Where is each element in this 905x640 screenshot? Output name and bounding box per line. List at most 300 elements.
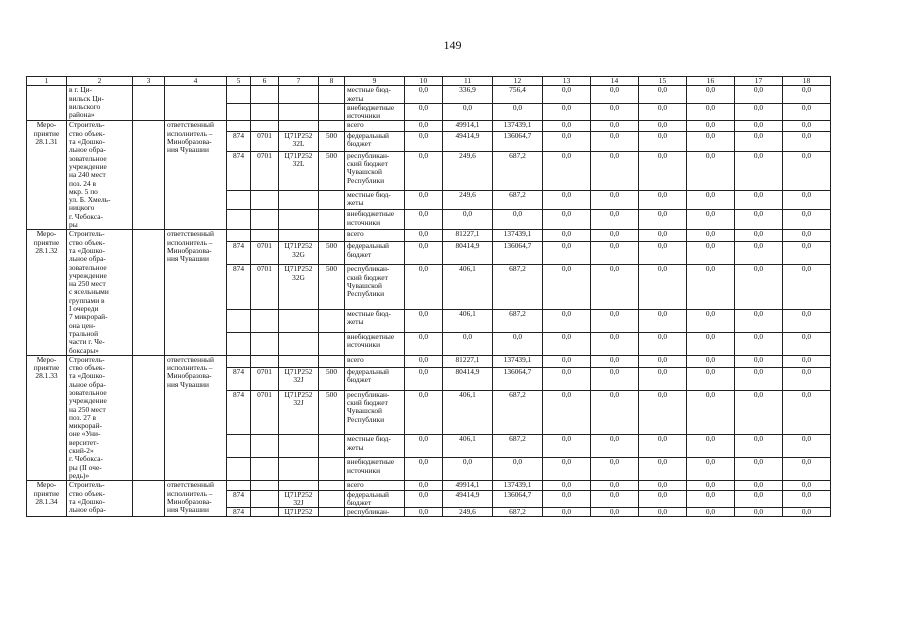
value-cell: 49914,1 bbox=[443, 481, 493, 490]
value-cell: 0,0 bbox=[543, 490, 591, 508]
value-cell: 249,6 bbox=[443, 151, 493, 190]
value-cell: 0,0 bbox=[591, 86, 639, 104]
executor-cell: ответственный исполнитель – Минобразова- ния Чувашии bbox=[165, 121, 227, 230]
column-number: 14 bbox=[591, 77, 639, 86]
funding-source-cell: местные бюд- жеты bbox=[345, 435, 405, 458]
grbs-cell: 874 bbox=[227, 242, 251, 265]
empty-cell bbox=[133, 355, 165, 480]
column-number: 10 bbox=[405, 77, 443, 86]
expense-type-cell bbox=[319, 210, 345, 230]
value-cell: 0,0 bbox=[405, 390, 443, 435]
grbs-cell bbox=[227, 309, 251, 332]
funding-source-cell: внебюджетные источники bbox=[345, 103, 405, 121]
section-cell: 0701 bbox=[251, 390, 279, 435]
value-cell: 0,0 bbox=[687, 390, 735, 435]
target-article-cell bbox=[279, 190, 319, 210]
value-cell: 0,0 bbox=[591, 265, 639, 310]
value-cell: 0,0 bbox=[687, 367, 735, 390]
value-cell: 0,0 bbox=[783, 355, 831, 367]
grbs-cell bbox=[227, 190, 251, 210]
column-number: 12 bbox=[493, 77, 543, 86]
value-cell: 0,0 bbox=[783, 210, 831, 230]
value-cell: 0,0 bbox=[591, 131, 639, 151]
expense-type-cell: 500 bbox=[319, 265, 345, 310]
funding-source-cell: всего bbox=[345, 355, 405, 367]
funding-source-cell: федеральный бюджет bbox=[345, 490, 405, 508]
value-cell: 0,0 bbox=[543, 131, 591, 151]
measure-id-cell: Меро- приятие 28.1.32 bbox=[27, 230, 67, 355]
value-cell: 0,0 bbox=[783, 103, 831, 121]
column-number: 3 bbox=[133, 77, 165, 86]
value-cell: 0,0 bbox=[735, 508, 783, 517]
value-cell: 0,0 bbox=[443, 458, 493, 481]
column-number: 6 bbox=[251, 77, 279, 86]
value-cell: 136064,7 bbox=[493, 490, 543, 508]
value-cell: 687,2 bbox=[493, 508, 543, 517]
funding-source-cell: федеральный бюджет bbox=[345, 367, 405, 390]
value-cell: 49414,9 bbox=[443, 131, 493, 151]
value-cell: 0,0 bbox=[735, 190, 783, 210]
value-cell: 0,0 bbox=[687, 151, 735, 190]
value-cell: 0,0 bbox=[405, 435, 443, 458]
funding-source-cell: внебюджетные источники bbox=[345, 210, 405, 230]
value-cell: 249,6 bbox=[443, 508, 493, 517]
value-cell: 0,0 bbox=[639, 242, 687, 265]
value-cell: 0,0 bbox=[783, 481, 831, 490]
value-cell: 0,0 bbox=[783, 309, 831, 332]
funding-source-cell: местные бюд- жеты bbox=[345, 309, 405, 332]
grbs-cell: 874 bbox=[227, 151, 251, 190]
expense-type-cell bbox=[319, 458, 345, 481]
target-article-cell bbox=[279, 121, 319, 132]
expense-type-cell: 500 bbox=[319, 151, 345, 190]
funding-source-cell: внебюджетные источники bbox=[345, 332, 405, 355]
value-cell: 0,0 bbox=[543, 435, 591, 458]
column-number: 9 bbox=[345, 77, 405, 86]
value-cell: 0,0 bbox=[405, 230, 443, 242]
column-number: 8 bbox=[319, 77, 345, 86]
table-row bbox=[27, 121, 831, 132]
value-cell: 0,0 bbox=[639, 151, 687, 190]
executor-cell: ответственный исполнитель – Минобразова- ния Чувашии bbox=[165, 230, 227, 355]
value-cell: 136064,7 bbox=[493, 367, 543, 390]
target-article-cell: Ц71Р252 32G bbox=[279, 265, 319, 310]
value-cell: 0,0 bbox=[405, 242, 443, 265]
section-cell: 0701 bbox=[251, 151, 279, 190]
value-cell: 80414,9 bbox=[443, 367, 493, 390]
value-cell: 0,0 bbox=[783, 458, 831, 481]
value-cell: 0,0 bbox=[543, 481, 591, 490]
value-cell: 0,0 bbox=[639, 86, 687, 104]
value-cell: 0,0 bbox=[591, 355, 639, 367]
value-cell: 49914,1 bbox=[443, 121, 493, 132]
value-cell: 0,0 bbox=[405, 265, 443, 310]
value-cell: 137439,1 bbox=[493, 355, 543, 367]
target-article-cell: Ц71Р252 32J bbox=[279, 390, 319, 435]
measure-description-cell: в г. Ци- вильск Ци- вильского района» bbox=[67, 86, 133, 121]
column-number-row bbox=[27, 77, 831, 86]
value-cell: 0,0 bbox=[687, 355, 735, 367]
value-cell: 0,0 bbox=[591, 230, 639, 242]
funding-source-cell: местные бюд- жеты bbox=[345, 190, 405, 210]
value-cell: 0,0 bbox=[687, 121, 735, 132]
value-cell: 0,0 bbox=[543, 121, 591, 132]
value-cell: 406,1 bbox=[443, 265, 493, 310]
value-cell: 0,0 bbox=[543, 367, 591, 390]
value-cell: 0,0 bbox=[405, 103, 443, 121]
expense-type-cell: 500 bbox=[319, 242, 345, 265]
section-cell bbox=[251, 121, 279, 132]
value-cell: 0,0 bbox=[639, 490, 687, 508]
value-cell: 0,0 bbox=[639, 367, 687, 390]
value-cell: 0,0 bbox=[735, 390, 783, 435]
value-cell: 0,0 bbox=[493, 332, 543, 355]
measure-description-cell: Строитель- ство объек- та «Дошко- льное обра- зовательное учреждение на 240 мест поз. 24 в мкр. 5 по ул. Б. Хмель- ницкого г. Чебокса- ры bbox=[67, 121, 133, 230]
value-cell: 0,0 bbox=[543, 86, 591, 104]
funding-source-cell: федеральный бюджет bbox=[345, 242, 405, 265]
value-cell: 137439,1 bbox=[493, 230, 543, 242]
value-cell: 0,0 bbox=[591, 490, 639, 508]
value-cell: 0,0 bbox=[405, 367, 443, 390]
section-cell bbox=[251, 355, 279, 367]
target-article-cell bbox=[279, 86, 319, 104]
value-cell: 0,0 bbox=[687, 458, 735, 481]
value-cell: 0,0 bbox=[735, 86, 783, 104]
value-cell: 687,2 bbox=[493, 435, 543, 458]
measure-id-cell: Меро- приятие 28.1.31 bbox=[27, 121, 67, 230]
column-number: 13 bbox=[543, 77, 591, 86]
value-cell: 0,0 bbox=[493, 103, 543, 121]
expense-type-cell bbox=[319, 435, 345, 458]
value-cell: 0,0 bbox=[783, 265, 831, 310]
executor-cell: ответственный исполнитель – Минобразова- ния Чувашии bbox=[165, 355, 227, 480]
value-cell: 0,0 bbox=[639, 309, 687, 332]
section-cell: 0701 bbox=[251, 367, 279, 390]
value-cell: 0,0 bbox=[443, 103, 493, 121]
executor-cell bbox=[165, 86, 227, 121]
value-cell: 0,0 bbox=[543, 390, 591, 435]
value-cell: 336,9 bbox=[443, 86, 493, 104]
value-cell: 0,0 bbox=[639, 103, 687, 121]
value-cell: 0,0 bbox=[735, 458, 783, 481]
value-cell: 0,0 bbox=[405, 355, 443, 367]
section-cell bbox=[251, 190, 279, 210]
expense-type-cell bbox=[319, 230, 345, 242]
value-cell: 0,0 bbox=[783, 367, 831, 390]
value-cell: 0,0 bbox=[735, 242, 783, 265]
measure-description-cell: Строитель- ство объек- та «Дошко- льное обра- зовательное учреждение на 250 мест с ясельными группами в I очереди 7 микрорай- она цен- тральной части г. Че- боксары» bbox=[67, 230, 133, 355]
table-row bbox=[27, 355, 831, 367]
value-cell: 0,0 bbox=[543, 309, 591, 332]
value-cell: 0,0 bbox=[639, 265, 687, 310]
expense-type-cell bbox=[319, 481, 345, 490]
target-article-cell bbox=[279, 309, 319, 332]
funding-source-cell: всего bbox=[345, 121, 405, 132]
grbs-cell bbox=[227, 121, 251, 132]
column-number: 15 bbox=[639, 77, 687, 86]
value-cell: 0,0 bbox=[405, 131, 443, 151]
value-cell: 687,2 bbox=[493, 151, 543, 190]
measure-id-cell bbox=[27, 86, 67, 121]
value-cell: 0,0 bbox=[735, 355, 783, 367]
value-cell: 0,0 bbox=[783, 121, 831, 132]
empty-cell bbox=[133, 230, 165, 355]
value-cell: 0,0 bbox=[687, 508, 735, 517]
value-cell: 0,0 bbox=[735, 121, 783, 132]
value-cell: 0,0 bbox=[591, 121, 639, 132]
funding-source-cell: всего bbox=[345, 481, 405, 490]
value-cell: 687,2 bbox=[493, 190, 543, 210]
value-cell: 0,0 bbox=[783, 190, 831, 210]
section-cell bbox=[251, 309, 279, 332]
value-cell: 0,0 bbox=[639, 355, 687, 367]
target-article-cell bbox=[279, 435, 319, 458]
expense-type-cell: 500 bbox=[319, 131, 345, 151]
value-cell: 0,0 bbox=[687, 265, 735, 310]
target-article-cell: Ц71Р252 32L bbox=[279, 131, 319, 151]
measure-id-cell: Меро- приятие 28.1.34 bbox=[27, 481, 67, 517]
value-cell: 0,0 bbox=[591, 103, 639, 121]
value-cell: 0,0 bbox=[639, 190, 687, 210]
section-cell bbox=[251, 490, 279, 508]
value-cell: 0,0 bbox=[639, 230, 687, 242]
value-cell: 0,0 bbox=[735, 490, 783, 508]
value-cell: 406,1 bbox=[443, 309, 493, 332]
section-cell bbox=[251, 458, 279, 481]
column-number: 11 bbox=[443, 77, 493, 86]
value-cell: 0,0 bbox=[543, 332, 591, 355]
value-cell: 0,0 bbox=[405, 332, 443, 355]
value-cell: 756,4 bbox=[493, 86, 543, 104]
value-cell: 0,0 bbox=[405, 121, 443, 132]
value-cell: 0,0 bbox=[591, 151, 639, 190]
value-cell: 0,0 bbox=[639, 435, 687, 458]
value-cell: 0,0 bbox=[405, 458, 443, 481]
value-cell: 0,0 bbox=[735, 210, 783, 230]
value-cell: 687,2 bbox=[493, 390, 543, 435]
value-cell: 0,0 bbox=[543, 103, 591, 121]
table-row bbox=[27, 481, 831, 490]
value-cell: 0,0 bbox=[543, 458, 591, 481]
value-cell: 0,0 bbox=[591, 508, 639, 517]
empty-cell bbox=[133, 121, 165, 230]
value-cell: 0,0 bbox=[687, 490, 735, 508]
value-cell: 0,0 bbox=[783, 151, 831, 190]
value-cell: 80414,9 bbox=[443, 242, 493, 265]
value-cell: 0,0 bbox=[591, 309, 639, 332]
value-cell: 0,0 bbox=[639, 121, 687, 132]
column-number: 1 bbox=[27, 77, 67, 86]
value-cell: 0,0 bbox=[783, 390, 831, 435]
target-article-cell bbox=[279, 230, 319, 242]
target-article-cell: Ц71Р252 32J bbox=[279, 490, 319, 508]
value-cell: 0,0 bbox=[639, 390, 687, 435]
target-article-cell bbox=[279, 332, 319, 355]
value-cell: 0,0 bbox=[687, 210, 735, 230]
value-cell: 0,0 bbox=[639, 458, 687, 481]
value-cell: 0,0 bbox=[543, 508, 591, 517]
table-row bbox=[27, 230, 831, 242]
section-cell bbox=[251, 508, 279, 517]
value-cell: 81227,1 bbox=[443, 230, 493, 242]
value-cell: 0,0 bbox=[405, 490, 443, 508]
value-cell: 0,0 bbox=[405, 309, 443, 332]
value-cell: 0,0 bbox=[687, 309, 735, 332]
grbs-cell: 874 bbox=[227, 131, 251, 151]
value-cell: 0,0 bbox=[543, 230, 591, 242]
measure-description-cell: Строитель- ство объек- та «Дошко- льное обра- зовательное учреждение на 250 мест поз. 27 в микрорай- оне «Уни- верситет- ский-2» г. Чебокса- ры (II оче- редь)» bbox=[67, 355, 133, 480]
value-cell: 81227,1 bbox=[443, 355, 493, 367]
grbs-cell bbox=[227, 481, 251, 490]
expense-type-cell bbox=[319, 490, 345, 508]
value-cell: 0,0 bbox=[735, 481, 783, 490]
grbs-cell: 874 bbox=[227, 490, 251, 508]
grbs-cell: 874 bbox=[227, 508, 251, 517]
funding-source-cell: всего bbox=[345, 230, 405, 242]
value-cell: 0,0 bbox=[735, 435, 783, 458]
section-cell bbox=[251, 481, 279, 490]
column-number: 18 bbox=[783, 77, 831, 86]
value-cell: 0,0 bbox=[783, 131, 831, 151]
section-cell: 0701 bbox=[251, 265, 279, 310]
value-cell: 136064,7 bbox=[493, 242, 543, 265]
executor-cell: ответственный исполнитель – Минобразова- ния Чувашии bbox=[165, 481, 227, 517]
value-cell: 0,0 bbox=[405, 481, 443, 490]
value-cell: 49414,9 bbox=[443, 490, 493, 508]
target-article-cell bbox=[279, 481, 319, 490]
grbs-cell bbox=[227, 103, 251, 121]
value-cell: 406,1 bbox=[443, 390, 493, 435]
value-cell: 0,0 bbox=[405, 190, 443, 210]
value-cell: 0,0 bbox=[543, 151, 591, 190]
funding-source-cell: федеральный бюджет bbox=[345, 131, 405, 151]
value-cell: 0,0 bbox=[735, 265, 783, 310]
value-cell: 0,0 bbox=[591, 210, 639, 230]
value-cell: 0,0 bbox=[687, 242, 735, 265]
value-cell: 0,0 bbox=[543, 210, 591, 230]
value-cell: 687,2 bbox=[493, 265, 543, 310]
value-cell: 136064,7 bbox=[493, 131, 543, 151]
measure-description-cell: Строитель- ство объек- та «Дошко- льное обра- bbox=[67, 481, 133, 517]
expense-type-cell bbox=[319, 86, 345, 104]
funding-source-cell: местные бюд- жеты bbox=[345, 86, 405, 104]
value-cell: 0,0 bbox=[687, 190, 735, 210]
section-cell bbox=[251, 86, 279, 104]
expense-type-cell bbox=[319, 355, 345, 367]
value-cell: 0,0 bbox=[543, 190, 591, 210]
target-article-cell: Ц71Р252 32L bbox=[279, 151, 319, 190]
value-cell: 0,0 bbox=[783, 508, 831, 517]
value-cell: 0,0 bbox=[493, 458, 543, 481]
value-cell: 0,0 bbox=[783, 242, 831, 265]
value-cell: 0,0 bbox=[639, 131, 687, 151]
grbs-cell bbox=[227, 210, 251, 230]
grbs-cell bbox=[227, 435, 251, 458]
expense-type-cell bbox=[319, 508, 345, 517]
value-cell: 0,0 bbox=[405, 86, 443, 104]
value-cell: 249,6 bbox=[443, 190, 493, 210]
target-article-cell: Ц71Р252 bbox=[279, 508, 319, 517]
value-cell: 0,0 bbox=[639, 481, 687, 490]
value-cell: 0,0 bbox=[687, 103, 735, 121]
grbs-cell: 874 bbox=[227, 265, 251, 310]
value-cell: 0,0 bbox=[591, 390, 639, 435]
value-cell: 0,0 bbox=[591, 367, 639, 390]
target-article-cell: Ц71Р252 32J bbox=[279, 367, 319, 390]
value-cell: 0,0 bbox=[783, 332, 831, 355]
expense-type-cell bbox=[319, 121, 345, 132]
value-cell: 0,0 bbox=[735, 332, 783, 355]
value-cell: 0,0 bbox=[543, 242, 591, 265]
target-article-cell bbox=[279, 355, 319, 367]
expense-type-cell bbox=[319, 309, 345, 332]
value-cell: 0,0 bbox=[735, 367, 783, 390]
target-article-cell bbox=[279, 210, 319, 230]
value-cell: 0,0 bbox=[735, 103, 783, 121]
value-cell: 0,0 bbox=[783, 435, 831, 458]
column-number: 7 bbox=[279, 77, 319, 86]
section-cell: 0701 bbox=[251, 131, 279, 151]
value-cell: 0,0 bbox=[443, 332, 493, 355]
value-cell: 0,0 bbox=[639, 332, 687, 355]
column-number: 5 bbox=[227, 77, 251, 86]
value-cell: 0,0 bbox=[639, 508, 687, 517]
value-cell: 0,0 bbox=[783, 86, 831, 104]
table-row bbox=[27, 86, 831, 104]
empty-cell bbox=[133, 86, 165, 121]
section-cell bbox=[251, 332, 279, 355]
expense-type-cell: 500 bbox=[319, 367, 345, 390]
value-cell: 0,0 bbox=[687, 332, 735, 355]
expense-type-cell bbox=[319, 190, 345, 210]
grbs-cell bbox=[227, 355, 251, 367]
section-cell bbox=[251, 103, 279, 121]
value-cell: 687,2 bbox=[493, 309, 543, 332]
grbs-cell: 874 bbox=[227, 390, 251, 435]
funding-source-cell: республикан- ский бюджет Чувашской Республики bbox=[345, 151, 405, 190]
expense-type-cell bbox=[319, 332, 345, 355]
value-cell: 0,0 bbox=[687, 435, 735, 458]
value-cell: 0,0 bbox=[591, 458, 639, 481]
value-cell: 0,0 bbox=[405, 210, 443, 230]
value-cell: 0,0 bbox=[591, 242, 639, 265]
grbs-cell: 874 bbox=[227, 367, 251, 390]
page-number: 149 bbox=[443, 38, 462, 52]
value-cell: 0,0 bbox=[443, 210, 493, 230]
empty-cell bbox=[133, 481, 165, 517]
value-cell: 0,0 bbox=[543, 355, 591, 367]
funding-source-cell: республикан- ский бюджет Чувашской Республики bbox=[345, 265, 405, 310]
column-number: 17 bbox=[735, 77, 783, 86]
target-article-cell bbox=[279, 458, 319, 481]
column-number: 4 bbox=[165, 77, 227, 86]
value-cell: 0,0 bbox=[591, 481, 639, 490]
section-cell bbox=[251, 435, 279, 458]
grbs-cell bbox=[227, 332, 251, 355]
grbs-cell bbox=[227, 230, 251, 242]
value-cell: 0,0 bbox=[687, 230, 735, 242]
funding-source-cell: республикан- ский бюджет Чувашской Республики bbox=[345, 390, 405, 435]
grbs-cell bbox=[227, 86, 251, 104]
column-number: 2 bbox=[67, 77, 133, 86]
value-cell: 0,0 bbox=[783, 490, 831, 508]
value-cell: 0,0 bbox=[735, 309, 783, 332]
target-article-cell bbox=[279, 103, 319, 121]
value-cell: 0,0 bbox=[405, 508, 443, 517]
value-cell: 406,1 bbox=[443, 435, 493, 458]
value-cell: 0,0 bbox=[687, 131, 735, 151]
value-cell: 0,0 bbox=[591, 190, 639, 210]
